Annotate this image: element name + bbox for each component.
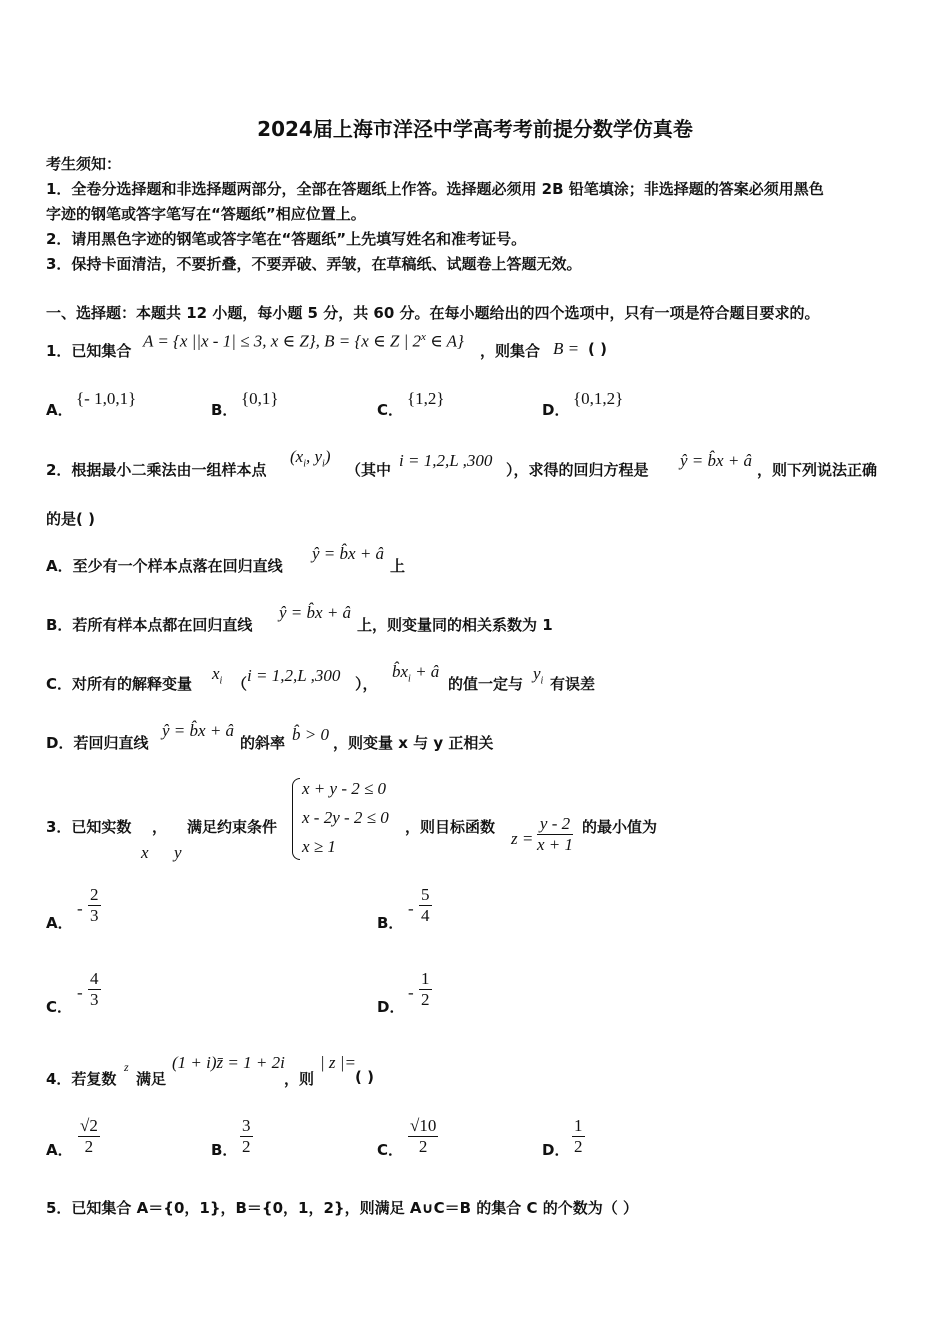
- q3-option-a-fraction: $\frac{2}{3}$: [90, 885, 99, 925]
- q3-option-a-sign: -: [77, 899, 83, 918]
- q3-constraint-2: x - 2y - 2 ≤ 0: [302, 808, 389, 827]
- notice-line-2: 2．请用黑色字迹的钢笔或答字笔在“答题纸”上先填写姓名和准考证号。: [46, 230, 527, 248]
- notice-heading: 考生须知：: [46, 155, 122, 173]
- notice-line-1b: 字迹的钢笔或答字笔写在“答题纸”相应位置上。: [46, 205, 366, 223]
- q2-suffix: ，则下列说法正确: [757, 461, 878, 479]
- q2-option-c-end: 有误差: [550, 675, 596, 693]
- q3-z-fraction: $\frac{y - 2}{x + 1}$: [537, 814, 574, 854]
- q3-option-a-label: A．: [46, 914, 73, 932]
- q4-mid2: ，则: [284, 1070, 315, 1088]
- q4-option-c-label: C．: [377, 1141, 404, 1159]
- q2-equation: ŷ = b̂x + â: [680, 451, 753, 470]
- q2-point: ($x_i$, $y_i$): [290, 447, 331, 470]
- q2-option-a-eq: ŷ = b̂x + â: [312, 544, 385, 563]
- q3-comma: ，: [152, 818, 168, 836]
- q4-option-b-label: B．: [211, 1141, 238, 1159]
- q2-option-b-eq: ŷ = b̂x + â: [279, 603, 352, 622]
- q2-option-c: C．对所有的解释变量: [46, 675, 193, 693]
- q4-option-a-label: A．: [46, 1141, 73, 1159]
- page-title: 2024届上海市洋泾中学高考考前提分数学仿真卷: [257, 117, 693, 141]
- q3-option-b-label: B．: [377, 914, 404, 932]
- q3-suffix: 的最小值为: [582, 818, 658, 836]
- q4-option-a-fraction: $\frac{√2}{2}$: [80, 1116, 98, 1156]
- q1-option-a-value: {- 1,0,1}: [76, 389, 137, 408]
- q2-option-c-eq: $b̂x_i$ + â: [392, 662, 440, 685]
- q3-option-d-fraction: $\frac{1}{2}$: [421, 969, 430, 1009]
- q1-suffix: ，则集合: [480, 342, 541, 360]
- q3-x: x: [141, 843, 149, 862]
- q2-option-c-close: ），: [355, 675, 378, 693]
- q1-prefix: 1．已知集合: [46, 342, 132, 360]
- q3-option-c-label: C．: [46, 998, 73, 1016]
- q3-option-d-label: D．: [377, 998, 405, 1016]
- q3-mid: 满足约束条件: [187, 818, 278, 836]
- q1-option-a-label: A．: [46, 401, 73, 419]
- q2-option-b: B．若所有样本点都在回归直线: [46, 616, 253, 634]
- q2-option-a-end: 上: [390, 557, 406, 575]
- q2-line2: 的是( ): [46, 510, 95, 528]
- q4-prefix: 4．若复数: [46, 1070, 117, 1088]
- q1-option-c-value: {1,2}: [407, 389, 445, 408]
- q2-option-d: D．若回归直线: [46, 734, 149, 752]
- q3-option-c-fraction: $\frac{4}{3}$: [90, 969, 99, 1009]
- q3-option-d-sign: -: [408, 983, 414, 1002]
- q2-option-c-x: $x_i$: [212, 664, 223, 687]
- q2-mid: （其中: [346, 461, 392, 479]
- question-5: 5．已知集合 A＝{0，1}，B＝{0，1，2}，则满足 A∪C＝B 的集合 C 的个数为（ ）: [46, 1199, 638, 1217]
- q3-option-b-fraction: $\frac{5}{4}$: [421, 885, 430, 925]
- q2-mid2: ），求得的回归方程是: [506, 461, 649, 479]
- q2-option-d-mid: 的斜率: [240, 734, 286, 752]
- q4-z: z: [124, 1060, 129, 1074]
- q1-option-b-label: B．: [211, 401, 238, 419]
- q2-option-c-open: （: [232, 675, 248, 693]
- q4-option-b-fraction: $\frac{3}{2}$: [242, 1116, 251, 1156]
- q4-option-d-fraction: $\frac{1}{2}$: [574, 1116, 583, 1156]
- q1-B: B =: [553, 339, 580, 358]
- q3-z: z =: [511, 829, 534, 848]
- q4-paren: ( ): [355, 1068, 374, 1086]
- q1-option-d-value: {0,1,2}: [573, 389, 624, 408]
- q2-option-b-end: 上，则变量同的相关系数为 1: [357, 616, 553, 634]
- q1-paren: ( ): [588, 340, 607, 358]
- q3-constraint-1: x + y - 2 ≤ 0: [302, 779, 387, 798]
- q1-sets: A = {x ||x - 1| ≤ 3, x ∈ Z}, B = {x ∈ Z | 2$^x$ ∈ A}: [143, 331, 464, 351]
- q4-option-d-label: D．: [542, 1141, 570, 1159]
- q3-constraint-3: x ≥ 1: [302, 837, 336, 856]
- q3-mid2: ，则目标函数: [405, 818, 496, 836]
- q1-option-d-label: D．: [542, 401, 570, 419]
- q3-y: y: [174, 843, 182, 862]
- q2-range: i = 1,2,L ,300: [399, 451, 493, 470]
- q1-option-c-label: C．: [377, 401, 404, 419]
- q3-prefix: 3．已知实数: [46, 818, 132, 836]
- notice-line-1a: 1．全卷分选择题和非选择题两部分，全部在答题纸上作答。选择题必须用 2B 铅笔填涂；非选择题的答案必须用黑色: [46, 180, 824, 198]
- q1-option-b-value: {0,1}: [241, 389, 279, 408]
- notice-line-3: 3．保持卡面清洁，不要折叠，不要弄破、弄皱，在草稿纸、试题卷上答题无效。: [46, 255, 582, 273]
- q2-option-a: A．至少有一个样本点落在回归直线: [46, 557, 283, 575]
- section-heading: 一、选择题：本题共 12 小题，每小题 5 分，共 60 分。在每小题给出的四个选项中，只有一项是符合题目要求的。: [46, 304, 820, 322]
- q4-option-c-fraction: $\frac{√10}{2}$: [410, 1116, 437, 1156]
- q2-option-c-y: $y_i$: [533, 664, 544, 687]
- q2-option-d-eq: ŷ = b̂x + â: [162, 721, 235, 740]
- q2-option-c-range: i = 1,2,L ,300: [247, 666, 341, 685]
- q4-abs: | z |=: [320, 1053, 356, 1072]
- q3-constraint-brace: [292, 778, 300, 860]
- q2-option-c-mid: 的值一定与: [448, 675, 524, 693]
- q2-option-d-slope: b̂ > 0: [292, 725, 329, 744]
- q3-option-b-sign: -: [408, 899, 414, 918]
- q4-equation: (1 + i)z̄ = 1 + 2i: [172, 1053, 285, 1072]
- q2-option-d-end: ，则变量 x 与 y 正相关: [333, 734, 494, 752]
- q2-prefix: 2．根据最小二乘法由一组样本点: [46, 461, 267, 479]
- q3-option-c-sign: -: [77, 983, 83, 1002]
- q4-mid: 满足: [136, 1070, 167, 1088]
